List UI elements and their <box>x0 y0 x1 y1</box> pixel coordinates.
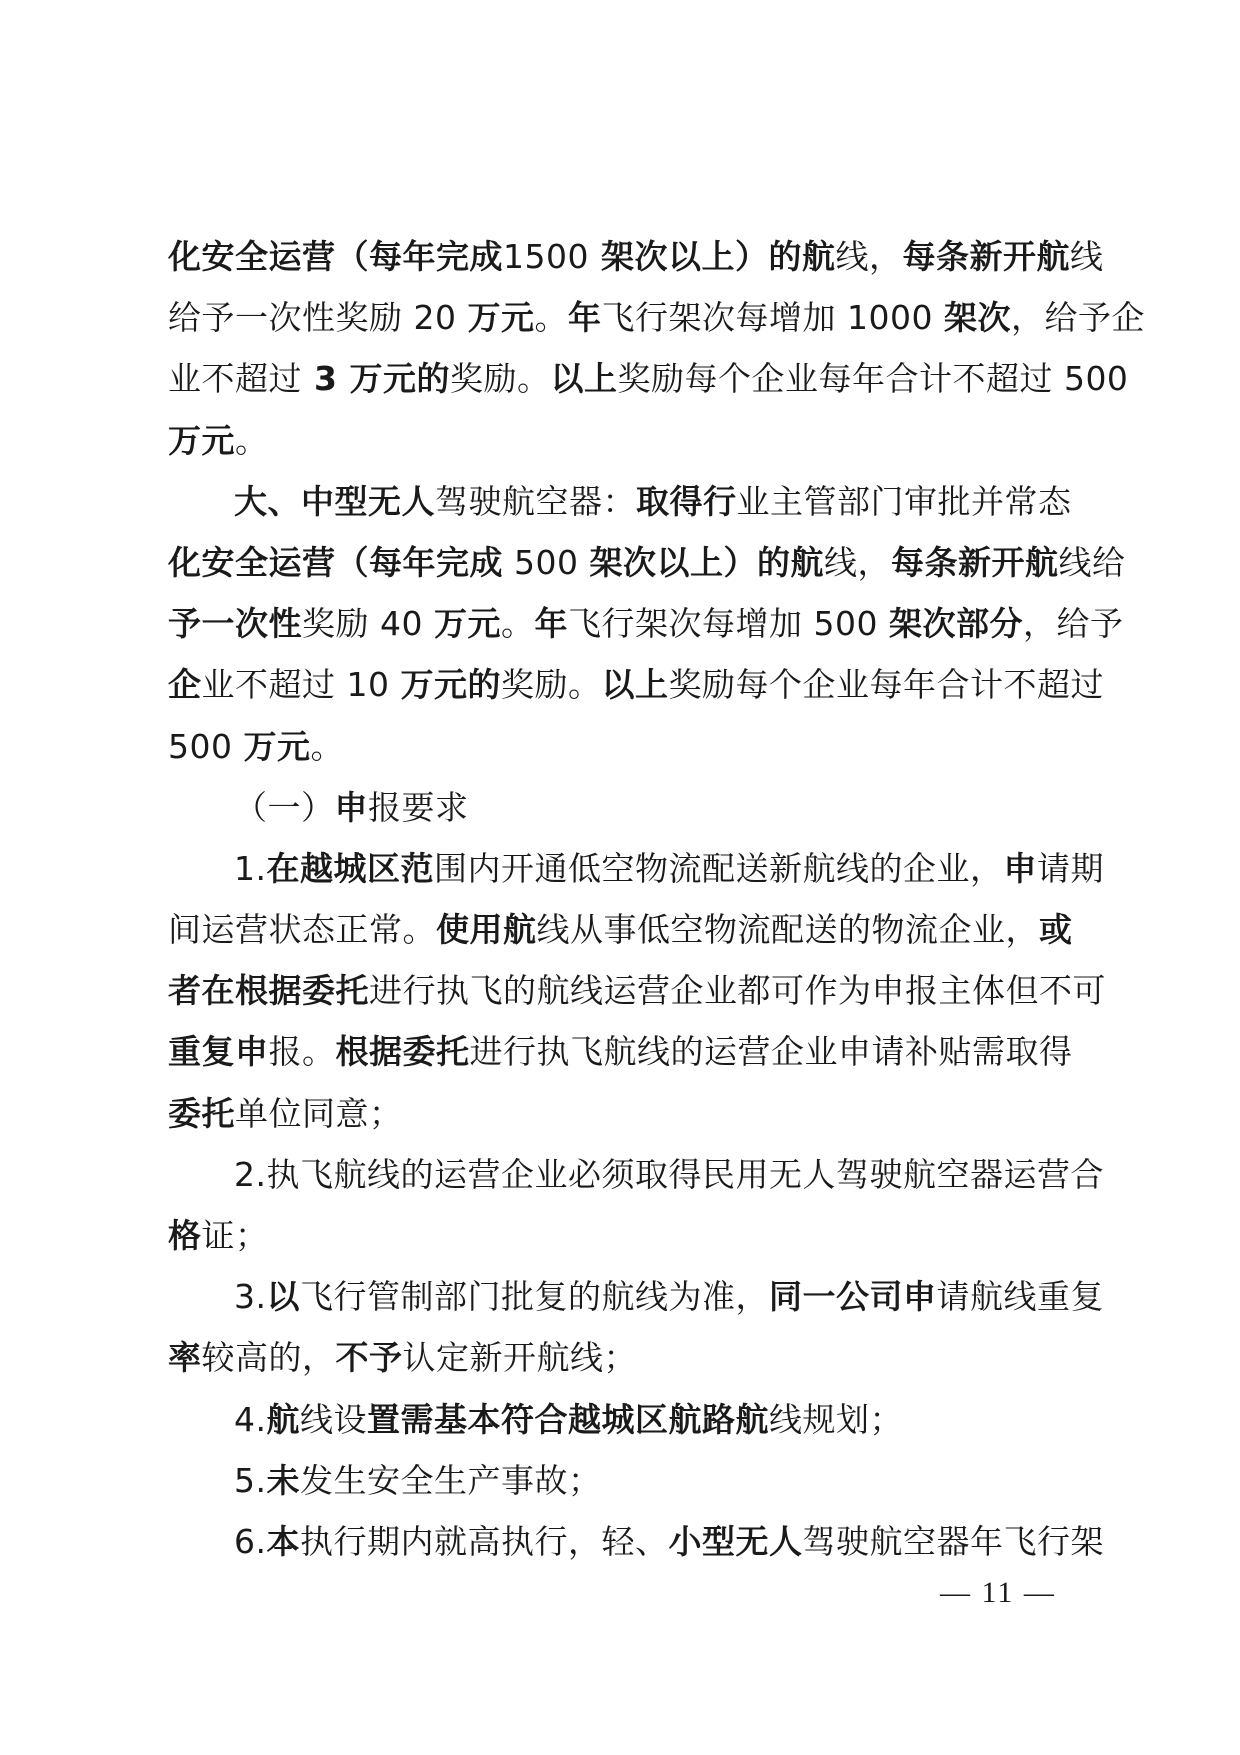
bold-text-segment: 年 <box>567 298 602 338</box>
bold-text-segment: 3 <box>302 359 350 399</box>
text-segment: ，给予 <box>1022 604 1124 644</box>
bold-text-segment: 同一公司申 <box>769 1277 937 1317</box>
text-segment: 进行执飞航线的运营企业申请补贴需取得 <box>469 1032 1073 1072</box>
text-segment: 进行执飞的航线运营企业都可作为申报主体但不可 <box>369 971 1106 1011</box>
text-line <box>168 716 1080 777</box>
text-segment: 驾驶航空器年飞行架 <box>802 1521 1104 1561</box>
text-segment: 奖励。 <box>500 665 602 705</box>
bold-text-segment: 取得行 <box>636 481 737 521</box>
text-line <box>168 838 1104 899</box>
bold-text-segment: 使用航 <box>436 910 537 950</box>
text-segment: 500 <box>1052 359 1129 399</box>
bold-text-segment: 委托 <box>168 1093 235 1133</box>
bold-text-segment: 本 <box>266 1521 300 1561</box>
text-line <box>168 1144 1104 1205</box>
bold-text-segment: 不予 <box>335 1338 403 1378</box>
text-segment: 1. <box>234 848 267 888</box>
text-line <box>168 1266 1104 1327</box>
text-line <box>168 654 1104 715</box>
text-segment: 业不超过 <box>201 665 336 705</box>
text-segment: 奖励每个企业每年合计不超过 <box>617 359 1053 399</box>
text-segment: 5. <box>234 1460 267 1500</box>
text-segment: 线规划； <box>769 1399 903 1439</box>
text-line <box>168 1083 1080 1144</box>
text-segment: 飞行架次每增加 <box>567 604 803 644</box>
text-segment: 请航线重复 <box>936 1277 1104 1317</box>
text-segment: 线设 <box>300 1399 367 1439</box>
bold-text-segment: 万元 <box>168 420 235 460</box>
bold-text-segment: 架次部分 <box>888 604 1023 644</box>
bold-text-segment: 者在根据委托 <box>168 971 369 1011</box>
text-line <box>168 960 1106 1021</box>
text-segment: 。 <box>534 298 568 338</box>
text-line <box>168 1450 1080 1511</box>
text-line <box>168 1389 1080 1450</box>
text-segment: 。 <box>310 726 344 766</box>
text-segment: 3. <box>234 1277 267 1317</box>
text-segment: 业不超过 <box>168 359 302 399</box>
text-line <box>168 471 1080 532</box>
text-segment: 间运营状态正常。 <box>168 910 436 950</box>
text-segment: 奖励。 <box>449 359 551 399</box>
text-segment: 500 <box>503 542 590 582</box>
text-segment: 线， <box>823 542 891 582</box>
page-number: — 11 — <box>940 1576 1056 1609</box>
bold-text-segment: 万元的 <box>400 665 501 705</box>
bold-text-segment: 每条新开航 <box>890 542 1059 582</box>
bold-text-segment: 架次 <box>943 298 1011 338</box>
bold-text-segment: 小型无人 <box>668 1521 803 1561</box>
bold-text-segment: 大、中型无人 <box>234 481 435 521</box>
text-line <box>168 593 1124 654</box>
bold-text-segment: 企 <box>168 665 202 705</box>
bold-text-segment: 以上 <box>550 359 618 399</box>
text-segment: 。 <box>235 420 269 460</box>
text-segment: 1500 <box>503 237 589 276</box>
bold-text-segment: 申 <box>334 787 368 827</box>
bold-text-segment: 予一次性 <box>168 604 302 644</box>
bold-text-segment: 年 <box>534 604 568 644</box>
bold-text-segment: 根据委托 <box>335 1032 470 1072</box>
text-segment: 给予一次性奖励 <box>168 298 403 338</box>
text-segment: 线 <box>1069 237 1104 276</box>
bold-text-segment: 申 <box>1003 848 1037 888</box>
text-segment: （一） <box>234 787 335 827</box>
text-segment: 请期 <box>1037 848 1104 888</box>
bold-text-segment: 化安全运营（每年完成 <box>168 542 503 582</box>
text-line <box>168 1021 1080 1082</box>
text-segment: 20 <box>402 298 468 338</box>
text-segment: 线， <box>835 237 903 276</box>
text-segment: 飞行架次每增加 <box>601 298 836 338</box>
text-segment: 线从事低空物流配送的物流企业， <box>536 910 1039 950</box>
text-segment: 较高的， <box>201 1338 336 1378</box>
text-line <box>168 348 1129 409</box>
text-line <box>168 410 1080 471</box>
text-line <box>168 1327 1080 1388</box>
text-segment: 证； <box>201 1216 269 1255</box>
bold-text-segment: 率 <box>168 1338 202 1378</box>
text-segment: 500 <box>168 726 244 766</box>
text-segment: 发生安全生产事故； <box>300 1460 602 1500</box>
text-segment: 40 <box>369 604 434 644</box>
text-segment: 1000 <box>835 298 944 338</box>
text-segment: 业主管部门审批并常态 <box>736 481 1072 521</box>
text-line <box>168 777 1080 838</box>
bold-text-segment: 架次以上）的 <box>588 237 802 276</box>
text-segment: 单位同意； <box>235 1093 403 1133</box>
text-segment: 4. <box>234 1399 267 1439</box>
text-segment: 奖励 <box>302 604 369 644</box>
body-text <box>168 226 1145 1572</box>
text-segment: 认定新开航线； <box>402 1338 637 1378</box>
text-segment: 报。 <box>268 1032 336 1072</box>
text-segment: 线给 <box>1058 542 1126 582</box>
bold-text-segment: 以 <box>266 1277 300 1317</box>
bold-text-segment: 每条新开航 <box>902 237 1070 276</box>
text-line <box>168 226 1104 287</box>
text-segment: 飞行管制部门批复的航线为准， <box>300 1277 769 1317</box>
text-segment: 10 <box>335 665 401 705</box>
bold-text-segment: 置需基本符合越城区航路航 <box>367 1399 769 1439</box>
text-segment: 500 <box>802 604 889 644</box>
bold-text-segment: 万元 <box>433 604 501 644</box>
bold-text-segment: 化安全运营（每年完成 <box>168 237 503 276</box>
text-segment: 奖励每个企业每年合计不超过 <box>668 665 1104 705</box>
text-segment: 2.执飞航线的运营企业必须取得民用无人驾驶航空器运营合 <box>234 1154 1104 1194</box>
text-line <box>168 532 1126 593</box>
bold-text-segment: 万元的 <box>349 359 450 399</box>
bold-text-segment: 万元 <box>243 726 311 766</box>
bold-text-segment: 格 <box>168 1216 202 1255</box>
bold-text-segment: 架次以上）的航 <box>589 542 824 582</box>
text-segment: 围内开通低空物流配送新航线的企业， <box>434 848 1004 888</box>
text-segment: 报要求 <box>368 787 469 827</box>
bold-text-segment: 航 <box>266 1399 300 1439</box>
bold-text-segment: 航 <box>801 237 836 276</box>
bold-text-segment: 在越城区范 <box>266 848 434 888</box>
bold-text-segment: 或 <box>1039 910 1073 950</box>
text-segment: 执行期内就高执行，轻、 <box>300 1521 669 1561</box>
text-line <box>168 287 1145 348</box>
text-line <box>168 1205 1080 1266</box>
text-line <box>168 1511 1104 1572</box>
bold-text-segment: 万元 <box>467 298 535 338</box>
text-segment: 6. <box>234 1521 267 1561</box>
bold-text-segment: 以上 <box>601 665 669 705</box>
text-segment: 。 <box>500 604 535 644</box>
text-segment: ，给予企 <box>1010 298 1145 338</box>
text-line <box>168 899 1080 960</box>
bold-text-segment: 重复申 <box>168 1032 269 1072</box>
bold-text-segment: 未 <box>266 1460 300 1500</box>
text-segment: 驾驶航空器： <box>435 481 636 521</box>
